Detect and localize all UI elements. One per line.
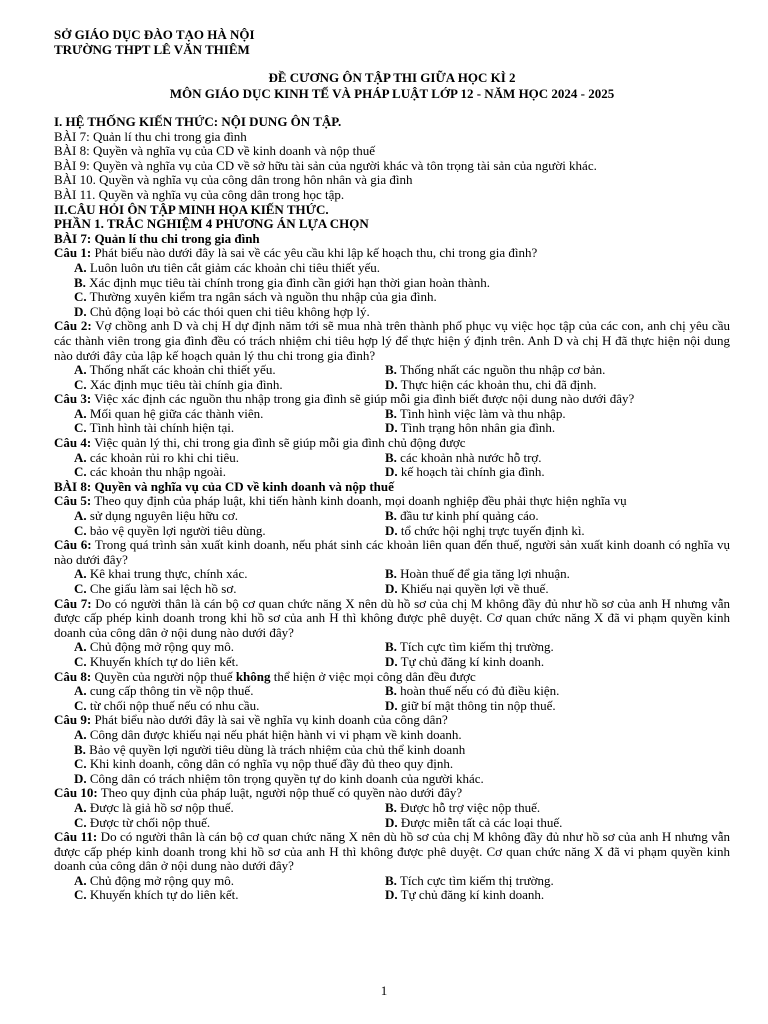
option-c: C. từ chối nộp thuế nếu có nhu cầu. [74, 697, 260, 713]
option-d: D. Tự chủ đăng kí kinh doanh. [385, 653, 545, 669]
option-d: D. Thực hiện các khoản thu, chi đã định. [385, 376, 597, 392]
question-text: thể hiện ở việc mọi công dân đều được [270, 668, 476, 684]
question-7 [54, 597, 730, 670]
section-heading-knowledge: I. HỆ THỐNG KIẾN THỨC: NỘI DUNG ÔN TẬP. [54, 114, 342, 129]
question-8 [54, 670, 730, 714]
question-6 [54, 538, 730, 596]
department-name: SỞ GIÁO DỤC ĐÀO TẠO HÀ NỘI [54, 27, 255, 42]
lesson-heading-bai7: BÀI 7: Quản lí thu chi trong gia đình [54, 230, 260, 246]
document-content [54, 27, 730, 903]
option-b: B. đầu tư kinh phí quảng cáo. [385, 508, 539, 524]
question-text: Theo quy định của pháp luật, khi tiến hành kinh doanh, mọi doanh nghiệp đều phải thực hiện nghĩa vụ [91, 493, 627, 509]
option-b: B. Thống nhất các nguồn thu nhập cơ bản. [385, 362, 606, 378]
option-a: A. Mối quan hệ giữa các thành viên. [74, 405, 264, 421]
option-b: B. Hoàn thuế để gia tăng lợi nhuận. [385, 566, 570, 582]
option-b: B. Được hỗ trợ việc nộp thuế. [385, 799, 541, 815]
option-a: A. Thống nhất các khoản chi thiết yếu. [74, 362, 276, 378]
option-c: C. Khuyến khích tự do liên kết. [74, 887, 239, 903]
option-a: A. sử dụng nguyên liệu hữu cơ. [74, 508, 238, 524]
option-a: A. Chủ động mở rộng quy mô. [74, 872, 234, 888]
question-5 [54, 494, 730, 538]
question-label: Câu 3: [54, 391, 92, 407]
option-a: A. cung cấp thông tin về nộp thuế. [74, 683, 254, 699]
option-d: D. Tự chủ đăng kí kinh doanh. [385, 887, 545, 903]
question-label: Câu 4: [54, 435, 92, 451]
option-a: A. Công dân được khiếu nại nếu phát hiện hành vi vi phạm về kinh doanh. [74, 726, 462, 742]
section-heading-questions: II.CÂU HỎI ÔN TẬP MINH HỌA KIẾN THỨC. [54, 201, 329, 217]
option-d: D. Chủ động loại bỏ các thói quen chi tiêu không hợp lý. [74, 303, 370, 319]
option-a: A. Kê khai trung thực, chính xác. [74, 566, 248, 582]
option-b: B. Bảo vệ quyền lợi người tiêu dùng là trách nhiệm của chủ thể kinh doanh [74, 741, 466, 757]
option-a: A. Chủ động mở rộng quy mô. [74, 639, 234, 655]
option-c: C. Khi kinh doanh, công dân có nghĩa vụ nộp thuế đầy đủ theo quy định. [74, 756, 454, 772]
question-text: Do có người thân là cán bộ cơ quan chức năng X nên dù hồ sơ của chị M không đầy đủ như hồ sơ của anh H nhưng vẫn được cấp phép kinh doanh trong khi hồ sơ của anh H thì không được phê duyệt. Cơ quan chức năng X đã vi phạm quyền kinh doanh của công dân ở nội dung nào dưới đây? [54, 829, 730, 874]
option-c: C. bảo vệ quyền lợi người tiêu dùng. [74, 522, 266, 538]
document-subtitle: MÔN GIÁO DỤC KINH TẾ VÀ PHÁP LUẬT LỚP 12 - NĂM HỌC 2024 - 2025 [169, 86, 615, 101]
option-b: B. Tình hình việc làm và thu nhập. [385, 405, 566, 421]
option-c: C. Tình hình tài chính hiện tại. [74, 420, 235, 436]
question-text: Vợ chồng anh D và chị H dự định năm tới sẽ mua nhà trên thành phố phục vụ việc học tập của các con, anh chị yêu cầu các thành viên trong gia đình đều có trách nhiệm chi tiêu hợp lý để thực hiện ý định trên. Anh D và chị H đã thực hiện nội dung nào dưới đây của lập kế hoạch quản lý thu chi trong gia đình? [54, 318, 730, 363]
question-1 [54, 246, 730, 319]
question-label: Câu 5: [54, 493, 92, 509]
option-a: A. Được là giả hồ sơ nộp thuế. [74, 799, 234, 815]
question-11 [54, 830, 730, 903]
question-text: Phát biểu nào dưới đây là sai về nghĩa vụ kinh doanh của công dân? [91, 712, 448, 728]
school-name: TRƯỜNG THPT LÊ VĂN THIÊM [54, 42, 250, 57]
lesson-item: BÀI 11. Quyền và nghĩa vụ của công dân trong học tập. [54, 186, 345, 202]
question-label: Câu 9: [54, 712, 92, 728]
option-b: B. Tích cực tìm kiếm thị trường. [385, 639, 554, 655]
option-c: C. Che giấu làm sai lệch hồ sơ. [74, 581, 237, 596]
option-d: D. tổ chức hội nghị trực tuyến định kì. [385, 522, 585, 538]
lesson-heading-bai8: BÀI 8: Quyền và nghĩa vụ của CD về kinh doanh và nộp thuế [54, 478, 394, 494]
option-a: A. các khoản rủi ro khi chi tiêu. [74, 449, 239, 465]
option-c: C. Thường xuyên kiểm tra ngân sách và nguồn thu nhập của gia đình. [74, 289, 437, 305]
question-text-emphasis: không [235, 668, 271, 684]
lesson-item: BÀI 9: Quyền và nghĩa vụ của CD về sở hữu tài sản của người khác và tôn trọng tài sản của người khác. [54, 157, 597, 173]
question-9 [54, 713, 730, 786]
document-title: ĐỀ CƯƠNG ÔN TẬP THI GIỮA HỌC KÌ 2 [268, 70, 516, 85]
lesson-item: BÀI 8: Quyền và nghĩa vụ của CD về kinh doanh và nộp thuế [54, 143, 375, 159]
option-b: B. các khoản nhà nước hỗ trợ. [385, 449, 542, 465]
option-c: C. Được từ chối nộp thuế. [74, 814, 211, 830]
question-text: Quyền của người nộp thuế [91, 668, 236, 684]
question-text: Do có người thân là cán bộ cơ quan chức năng X nên dù hồ sơ của chị M không đầy đủ như hồ sơ của anh H nhưng vẫn được cấp phép kinh doanh trong khi hồ sơ của anh H thì không được phê duyệt. Cơ quan chức năng X đã vi phạm quyền kinh doanh của công dân ở nội dung nào dưới đây? [54, 595, 730, 640]
question-text: Việc xác định các nguồn thu nhập trong gia đình sẽ giúp mỗi gia đình biết được nội dung nào dưới đây? [91, 391, 635, 407]
question-label: Câu 1: [54, 245, 92, 261]
lesson-item: BÀI 10. Quyền và nghĩa vụ của công dân trong hôn nhân và gia đình [54, 172, 413, 188]
lesson-item: BÀI 7: Quản lí thu chi trong gia đình [54, 128, 247, 144]
question-10 [54, 786, 730, 830]
question-text: Việc quản lý thi, chi trong gia đình sẽ giúp mỗi gia đình chủ động được [91, 435, 466, 451]
option-b: B. Xác định mục tiêu tài chính trong gia đình cần giới hạn thời gian hoàn thành. [74, 274, 490, 290]
question-text: Theo quy định của pháp luật, người nộp thuế có quyền nào dưới đây? [97, 785, 463, 801]
question-4 [54, 436, 730, 480]
question-label: Câu 8: [54, 668, 92, 684]
option-d: D. Tình trạng hôn nhân gia đình. [385, 420, 556, 436]
option-d: D. Khiếu nại quyền lợi về thuế. [385, 581, 549, 596]
question-text: Trong quá trình sản xuất kinh doanh, nếu phát sinh các khoản liên quan đến thuế, người sản xuất kinh doanh có nghĩa vụ nào dưới đây? [54, 537, 730, 567]
question-label: Câu 7: [54, 595, 92, 611]
option-d: D. kế hoạch tài chính gia đình. [385, 464, 545, 480]
question-label: Câu 11: [54, 829, 98, 845]
page-number: 1 [380, 983, 388, 998]
question-2 [54, 319, 730, 392]
option-b: B. Tích cực tìm kiếm thị trường. [385, 872, 554, 888]
option-a: A. Luôn luôn ưu tiên cắt giảm các khoản chi tiêu thiết yếu. [74, 259, 380, 275]
option-d: D. Được miễn tất cả các loại thuế. [385, 814, 563, 830]
part-heading: PHẦN 1. TRẮC NGHIỆM 4 PHƯƠNG ÁN LỰA CHỌN [54, 216, 369, 232]
option-c: C. Xác định mục tiêu tài chính gia đình. [74, 376, 283, 392]
option-c: C. Khuyến khích tự do liên kết. [74, 653, 239, 669]
question-label: Câu 6: [54, 537, 92, 553]
question-text: Phát biểu nào dưới đây là sai về các yêu cầu khi lập kế hoạch thu, chi trong gia đình? [91, 245, 538, 261]
option-d: D. Công dân có trách nhiệm tôn trọng quyền tự do kinh doanh của người khác. [74, 770, 484, 786]
question-label: Câu 10: [54, 785, 98, 801]
option-c: C. các khoản thu nhập ngoài. [74, 464, 226, 480]
question-label: Câu 2: [54, 318, 92, 334]
question-3 [54, 392, 730, 436]
option-b: B. hoàn thuế nếu có đủ điều kiện. [385, 683, 560, 699]
option-d: D. giữ bí mật thông tin nộp thuế. [385, 697, 556, 713]
